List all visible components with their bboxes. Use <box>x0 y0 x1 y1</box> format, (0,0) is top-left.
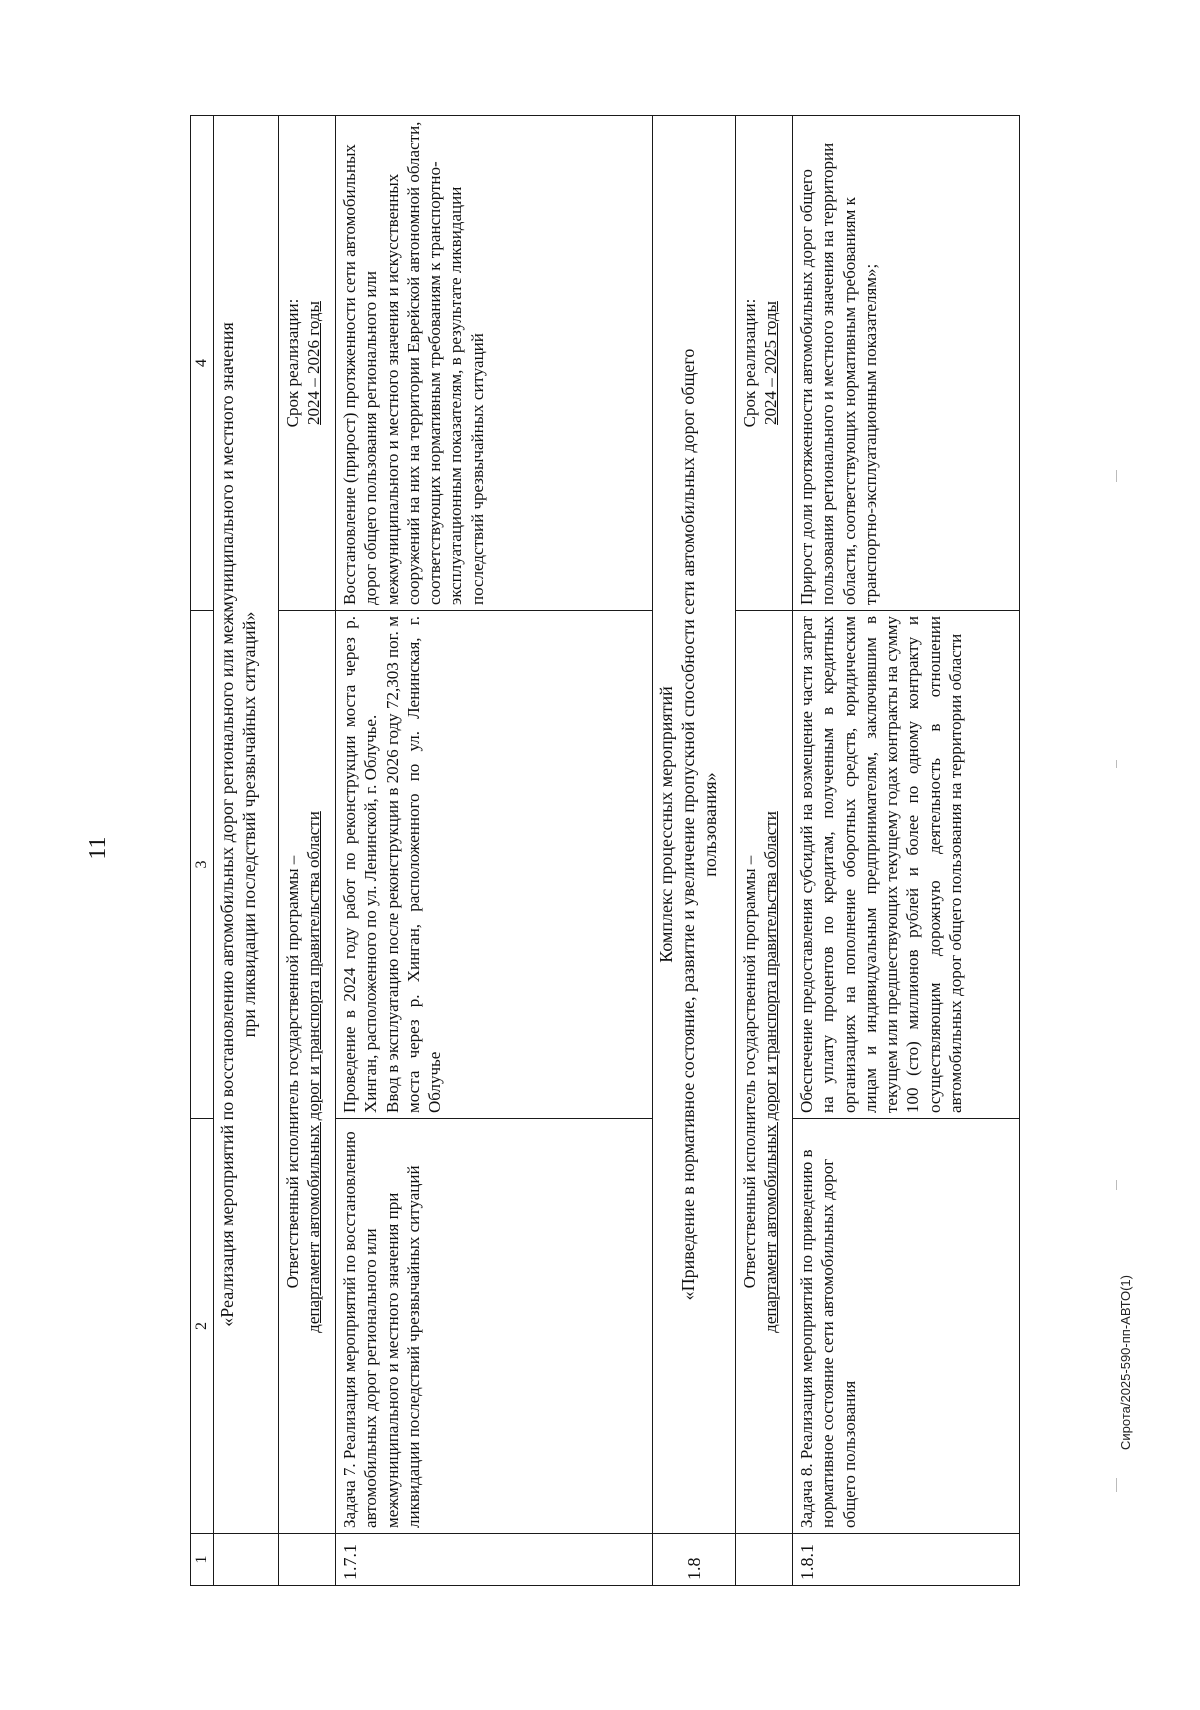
row-171-indicator: Восстановление (прирост) протяженности сети автомобильных дорог общего пользования регионального или межмуниципального и местного значения и искусственных сооружений на них на территории Еврейской автономной области, соответствующих нормативным требованиям к транспортно-эксплуатационным показателям, в результате ликвидации последствий чрезвычайных ситуаций <box>336 116 653 611</box>
section-17-title-line2: при ликвидации последствий чрезвычайных ситуаций» <box>238 611 259 1038</box>
row-18-num: 1.8 <box>653 1534 736 1586</box>
footer-code: Сирота/2025-590-пп-АВТО(1) <box>1118 1275 1133 1450</box>
section-18-responsible-row <box>736 116 793 1586</box>
section-17-responsible <box>279 611 336 1534</box>
scan-mark <box>1116 1180 1117 1190</box>
section-17-responsible-row <box>279 116 336 1586</box>
row-181-effect: Обеспечение предоставления субсидий на возмещение части затрат на уплату процентов по кредитам, полученным в кредитных организациях на пополнение оборотных средств, юридическим лицам и индивидуальным предпринимателям, заключившим в текущем или предшествующих текущему годах контракты на сумму 100 (сто) миллионов рублей и более по одному контракту и осуществляющим дорожную деятельность в отношении автомобильных дорог общего пользования на территории области <box>793 611 1020 1119</box>
section-17-term <box>279 116 336 611</box>
header-cell-2: 2 <box>191 1119 214 1534</box>
section-18-term-line1: Срок реализации: <box>740 298 759 428</box>
table-row-1-7-1 <box>336 116 653 1586</box>
page-number: 11 <box>85 836 111 860</box>
scan-mark <box>1116 760 1117 768</box>
row-171-effect <box>336 611 653 1119</box>
row-18-line3: пользования» <box>699 772 720 877</box>
section-18-term <box>736 116 793 611</box>
section-18-responsible <box>736 611 793 1534</box>
section-17-term-line1: Срок реализации: <box>283 298 302 428</box>
section-17-responsible-line1: Ответственный исполнитель государственной программы – <box>283 855 302 1289</box>
section-17-title <box>214 116 279 1534</box>
section-17-term-line2: 2024 – 2026 годы <box>304 301 324 425</box>
row-18-line1: Комплекс процессных мероприятий <box>656 686 676 963</box>
row-18-title <box>653 116 736 1534</box>
scan-mark <box>1116 470 1117 482</box>
section-18-term-line2: 2024 – 2025 годы <box>761 301 781 425</box>
scan-mark <box>1116 1478 1117 1492</box>
row-171-effect-p2: Ввод в эксплуатацию после реконструкции в 2026 году 72,303 пог. м моста через р. Хинган, расположенного по ул. Ленинская, г. Облучье <box>382 616 444 1113</box>
section-17-title-line1: «Реализация мероприятий по восстановлению автомобильных дорог регионального или межмуниципального и местного значения <box>217 322 237 1327</box>
row-181-task: Задача 8. Реализация мероприятий по приведению в нормативное состояние сети автомобильных дорог общего пользования <box>793 1119 1020 1534</box>
header-cell-3: 3 <box>191 611 214 1119</box>
section-17-responsible-line2: департамент автомобильных дорог и транспорта правительства области <box>304 811 324 1333</box>
section-18-responsible-line1: Ответственный исполнитель государственной программы – <box>740 855 759 1289</box>
rotated-table-container <box>190 116 1090 1586</box>
row-181-num: 1.8.1 <box>793 1534 1020 1586</box>
header-cell-4: 4 <box>191 116 214 611</box>
section-17-title-row <box>214 116 279 1586</box>
section-18-responsible-num <box>736 1534 793 1586</box>
row-171-task: Задача 7. Реализация мероприятий по восстановлению автомобильных дорог регионального или межмуниципального и местного значения при ликвидации последствий чрезвычайных ситуаций <box>336 1119 653 1534</box>
header-cell-1: 1 <box>191 1534 214 1586</box>
row-171-effect-p1: Проведение в 2024 году работ по реконструкции моста через р. Хинган, расположенного по ул. Ленинской, г. Облучье. <box>340 616 381 1113</box>
section-17-title-num <box>214 1534 279 1586</box>
program-table <box>190 115 1020 1586</box>
row-181-indicator: Прирост доли протяженности автомобильных дорог общего пользования регионального и местного значения на территории области, соответствующих нормативным требованиям к транспортно-эксплуатационным показателям»; <box>793 116 1020 611</box>
table-row-1-8-1 <box>793 116 1020 1586</box>
row-18-line2: «Приведение в нормативное состояние, развитие и увеличение пропускной способности сети автомобильных дорог общего <box>677 348 698 1301</box>
table-header-row <box>191 116 214 1586</box>
section-17-responsible-num <box>279 1534 336 1586</box>
row-171-num: 1.7.1 <box>336 1534 653 1586</box>
section-18-responsible-line2: департамент автомобильных дорог и транспорта правительства области <box>761 811 781 1333</box>
table-row-1-8 <box>653 116 736 1586</box>
